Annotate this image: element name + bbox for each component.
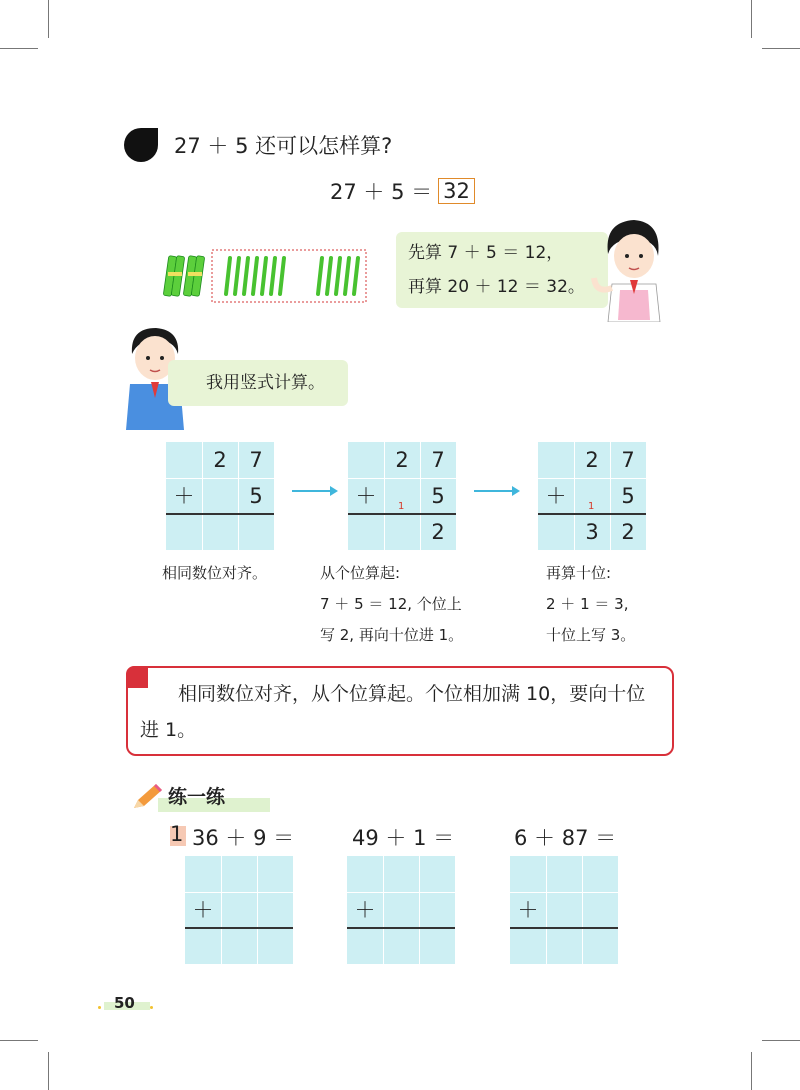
girl-line-2: 再算 20 ＋ 12 ＝ 32。 — [408, 277, 585, 297]
step-2-explanation — [320, 558, 463, 651]
step-2-line-2: 7 ＋ 5 ＝ 12, 个位上 — [320, 595, 462, 613]
crop-mark — [0, 48, 38, 49]
exercise-number: 1 — [170, 822, 184, 846]
practice-title: 练一练 — [168, 786, 226, 808]
result-ones-digit: 2 — [431, 520, 445, 544]
arrow-right-icon — [474, 490, 518, 492]
counting-sticks-illustration — [160, 248, 368, 304]
boy-bubble-text: 我用竖式计算。 — [206, 373, 325, 393]
exercise-2-expression: 49 ＋ 1 ＝ — [352, 826, 455, 850]
step-3-line-2: 2 ＋ 1 ＝ 3, — [546, 595, 629, 613]
step-1-grid — [166, 442, 274, 550]
rule-box — [126, 666, 674, 756]
plus-sign: ＋ — [354, 898, 376, 922]
ones-bottom-digit: 5 — [249, 484, 263, 508]
plus-sign: ＋ — [545, 484, 567, 508]
rule-corner-marker — [126, 666, 148, 688]
section-marker-icon — [124, 128, 158, 162]
main-equation — [330, 176, 475, 206]
ones-bottom-digit: 5 — [431, 484, 445, 508]
step-2-line-1: 从个位算起: — [320, 564, 401, 582]
step-3-line-3: 十位上写 3。 — [546, 626, 636, 644]
loose-sticks — [226, 258, 358, 294]
exercise-3-answer-grid[interactable] — [510, 856, 618, 964]
question-heading — [124, 128, 392, 162]
ones-top-digit: 7 — [249, 448, 263, 472]
equation-expression: 27 ＋ 5 ＝ — [330, 180, 433, 204]
carry-digit: 1 — [588, 501, 595, 512]
crop-mark — [48, 1052, 49, 1090]
tens-top-digit: 2 — [213, 448, 227, 472]
carry-digit: 1 — [398, 501, 405, 512]
question-text: 27 ＋ 5 还可以怎样算? — [174, 134, 393, 158]
step-3-line-1: 再算十位: — [546, 564, 612, 582]
crop-mark — [751, 0, 752, 38]
exercise-2-answer-grid[interactable] — [347, 856, 455, 964]
tens-top-digit: 2 — [585, 448, 599, 472]
exercise-1-answer-grid[interactable] — [185, 856, 293, 964]
girl-line-1: 先算 7 ＋ 5 ＝ 12， — [408, 243, 564, 263]
girl-speech-bubble — [396, 232, 608, 308]
step-2-line-3: 写 2, 再向十位进 1。 — [320, 626, 464, 644]
step-3-explanation — [546, 558, 635, 651]
ones-top-digit: 7 — [431, 448, 445, 472]
plus-sign: ＋ — [173, 484, 195, 508]
arrow-right-icon — [292, 490, 336, 492]
step-3-grid — [538, 442, 646, 550]
ones-bottom-digit: 5 — [621, 484, 635, 508]
crop-mark — [762, 48, 800, 49]
bundle-tie — [188, 272, 202, 276]
pencil-icon — [130, 782, 164, 812]
ones-top-digit: 7 — [621, 448, 635, 472]
decorative-dot — [98, 1006, 101, 1009]
bundle-tie — [168, 272, 182, 276]
plus-sign: ＋ — [355, 484, 377, 508]
crop-mark — [0, 1040, 38, 1041]
crop-mark — [48, 0, 49, 38]
step-1-explanation — [162, 558, 267, 589]
decorative-dot — [150, 1006, 153, 1009]
equation-answer: 32 — [438, 178, 475, 204]
rule-text: 相同数位对齐，从个位算起。个位相加满 10，要向十位进 1。 — [140, 683, 646, 741]
page-number: 50 — [114, 994, 135, 1012]
result-tens-digit: 3 — [585, 520, 599, 544]
result-ones-digit: 2 — [621, 520, 635, 544]
exercise-1-expression: 36 ＋ 9 ＝ — [192, 826, 295, 850]
step-1-text: 相同数位对齐。 — [162, 564, 268, 582]
practice-heading — [130, 780, 270, 816]
tens-top-digit: 2 — [395, 448, 409, 472]
stick-bundles — [163, 256, 204, 297]
crop-mark — [762, 1040, 800, 1041]
girl-illustration — [590, 214, 680, 322]
crop-mark — [751, 1052, 752, 1090]
step-2-grid — [348, 442, 456, 550]
plus-sign: ＋ — [192, 898, 214, 922]
exercise-3-expression: 6 ＋ 87 ＝ — [514, 826, 617, 850]
boy-speech-bubble — [168, 360, 348, 406]
plus-sign: ＋ — [517, 898, 539, 922]
